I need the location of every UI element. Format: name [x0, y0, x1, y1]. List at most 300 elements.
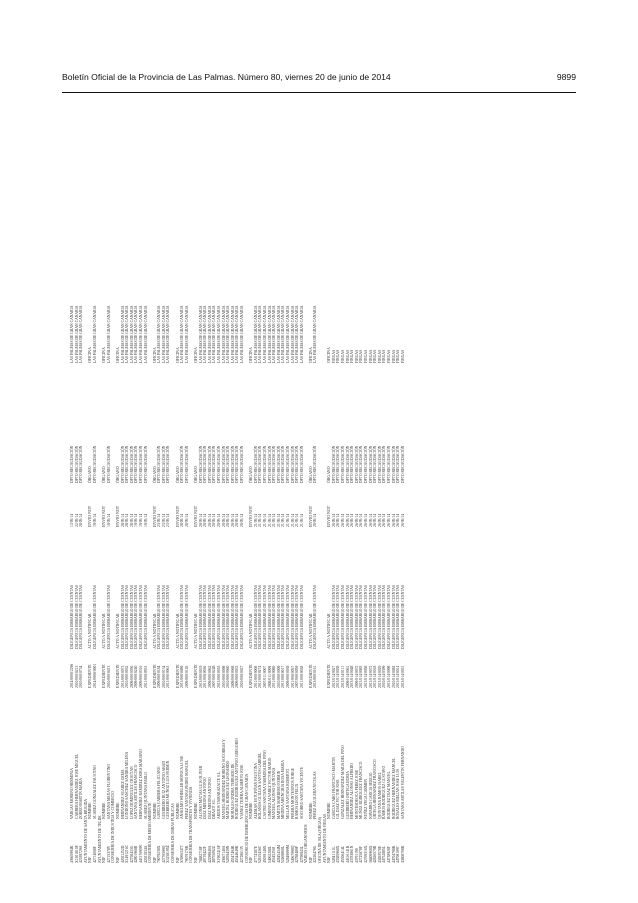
- table-cell: DILIGENCIA EMBARGO DE CUENTAS: [290, 585, 295, 649]
- table-cell: LOPEZ DOMINGUEZ CRISTIAN: [129, 766, 134, 819]
- table-cell: 2010/000/0032: [125, 665, 130, 688]
- table-cell: LAS PALMAS DE GRAN CANARIA: [290, 305, 295, 363]
- table-cell: OFICINA: [308, 347, 313, 363]
- table-cell: LAS PALMAS DE GRAN CANARIA: [281, 305, 286, 363]
- table-cell: NIF: [88, 856, 93, 863]
- table-cell: DILIGENCIA EMBARGO DE CUENTAS: [368, 585, 373, 649]
- table-cell: OFICINA: [152, 347, 157, 363]
- table-cell: 20/05/14: [230, 513, 235, 527]
- table-cell: FIRGAS: [359, 349, 364, 363]
- table-cell: SOCORRO SANTANA VICENTE: [299, 766, 304, 819]
- table-cell: OFICINA: [175, 347, 180, 363]
- table-cell: DPTO RECAUDACIÓN: [198, 445, 203, 483]
- table-cell: 26/05/14: [341, 513, 346, 527]
- table-cell: 2007/000/0059: [295, 665, 300, 688]
- table-cell: DILIGENCIA EMBARGO DE CUENTAS: [143, 585, 148, 649]
- table-cell: DPTO RECAUDACIÓN: [129, 445, 134, 483]
- table-cell: 19/05/14: [143, 513, 148, 527]
- table-cell: EXPEDIENTE: [308, 664, 313, 688]
- table-cell: 2009/000/0240: [134, 665, 139, 688]
- page-header: [62, 72, 576, 86]
- table-cell: CONSEJERIA DE TRANSPORTES Y VIVIENDA: [189, 786, 194, 863]
- table-cell: HERNANDEZ SUAREZ GEMA: [120, 769, 125, 819]
- table-cell: DPTO RECAUDACIÓN: [262, 445, 267, 483]
- table-cell: 42021834A: [143, 845, 148, 863]
- table-cell: NOMBRE: [308, 802, 313, 819]
- table-cell: ACTO A NOTIFICAR: [327, 613, 332, 649]
- table-cell: GONZALEZ HERNANDEZ MARIA DEL PINO: [341, 745, 346, 819]
- table-cell: 38400968X: [368, 845, 373, 863]
- table-cell: 2007/011/0007: [262, 665, 267, 688]
- table-cell: FIRGAS: [354, 349, 359, 363]
- table-cell: DPTO RECAUDACIÓN: [368, 445, 373, 483]
- table-cell: DILIGENCIA EMBARGO DE CUENTAS: [106, 585, 111, 649]
- table-cell: LAS PALMAS DE GRAN CANARIA: [212, 305, 217, 363]
- table-cell: 2013/000/0161: [313, 665, 318, 688]
- table-cell: 42758433G: [129, 845, 134, 863]
- table-cell: 2011/000/0057: [290, 665, 295, 688]
- table-cell: GUERRERO MUÑOZ LUIS FERMIN: [166, 760, 171, 819]
- table-cell: 23/05/14: [157, 513, 162, 527]
- table-cell: 21/05/14: [295, 513, 300, 527]
- table-cell: LAS PALMAS DE GRAN CANARIA: [217, 305, 221, 363]
- column-acto: [70, 527, 405, 649]
- table-cell: OFICINA DE ISLA (FIRGAS): [318, 817, 323, 863]
- table-cell: DILIGENCIA EMBARGO DE CUENTAS: [258, 585, 263, 649]
- table-cell: DILIGENCIA EMBARGO DE CUENTAS: [203, 585, 208, 649]
- table-cell: FIRGAS: [368, 349, 373, 363]
- table-cell: 52815436C: [258, 845, 263, 863]
- table-cell: DILIGENCIA EMBARGO DE CUENTAS: [230, 585, 235, 649]
- table-cell: 42189729A: [79, 845, 84, 863]
- table-cell: FIRGAS: [373, 349, 378, 363]
- table-cell: 42725878F: [359, 846, 364, 863]
- table-cell: LAS PALMAS DE GRAN CANARIA: [221, 305, 226, 363]
- table-cell: NOMBRE: [152, 802, 157, 819]
- table-cell: 79079176K: [184, 845, 189, 863]
- table-cell: 26/05/14: [386, 513, 391, 527]
- table-cell: 26/05/14: [354, 513, 359, 527]
- table-cell: DPTO RECAUDACIÓN: [166, 445, 171, 483]
- table-cell: DPTO RECAUDACIÓN: [272, 445, 277, 483]
- table-cell: 21/05/14: [258, 513, 263, 527]
- table-cell: 28/05/14: [79, 513, 84, 527]
- table-cell: NAVARRO GARCIA SERGIO: [368, 772, 373, 819]
- table-cell: 21/05/14: [276, 513, 281, 527]
- table-cell: NIF: [115, 856, 120, 863]
- table-cell: FIRGAS: [364, 349, 368, 363]
- table-cell: X1902416P: [217, 845, 221, 863]
- table-cell: DILIGENCIA EMBARGO DE CUENTAS: [331, 585, 336, 649]
- table-cell: FIRGAS: [345, 349, 350, 363]
- table-cell: LAS PALMAS DE GRAN CANARIA: [120, 305, 125, 363]
- table-cell: 2011/000/0038: [299, 665, 304, 688]
- table-cell: 2013/014/0098: [386, 665, 391, 688]
- table-cell: DILIGENCIA EMBARGO DE CUENTAS: [396, 585, 401, 649]
- table-cell: DPTO RECAUDACIÓN: [217, 445, 221, 483]
- table-cell: DPTO RECAUDACIÓN: [354, 445, 359, 483]
- table-cell: RODRIGUEZ HERNANDEZ MANUEL: [391, 757, 396, 819]
- table-cell: LONDOÑO SANCHEZ SANDRA MILENA: [125, 751, 130, 819]
- table-cell: 2010/000/0134: [161, 665, 166, 688]
- header-rule: [62, 92, 576, 93]
- table-cell: DPTO RECAUDACIÓN: [373, 445, 378, 483]
- table-cell: ACTO A NOTIFICAR: [102, 613, 107, 649]
- table-cell: MARTEL RODRIGUEZ LEONARDO: [226, 760, 231, 819]
- table-cell: DIAZ MEDINA ANTONIO: [203, 777, 208, 819]
- table-cell: AYUNTAMIENTO DE SANTA BRIGIDA: [83, 798, 88, 863]
- table-cell: 47774387E: [253, 845, 258, 863]
- table-cell: DPTO RECAUDACIÓN: [276, 445, 281, 483]
- table-cell: DILIGENCIA EMBARGO DE CUENTAS: [166, 585, 171, 649]
- table-cell: X3258195Z: [166, 845, 171, 863]
- table-cell: LAS PALMAS DE GRAN CANARIA: [161, 305, 166, 363]
- table-cell: FIRGAS: [336, 349, 341, 363]
- table-cell: ACTO A NOTIFICAR: [249, 613, 254, 649]
- table-cell: 28/05/14: [120, 513, 125, 527]
- table-cell: GARCIA CABRERA FELICIANO: [157, 766, 162, 819]
- table-cell: DPTO RECAUDACIÓN: [377, 445, 382, 483]
- table-cell: 2011/000/0080: [272, 665, 277, 688]
- table-cell: SUAREZ GONZALEZ FAUSTINO: [92, 765, 97, 819]
- table-cell: FIRGAS: [386, 349, 391, 363]
- table-cell: 42714008F: [92, 846, 97, 863]
- table-cell: LAS PALMAS DE GRAN CANARIA: [207, 305, 212, 363]
- table-cell: SANTANA ARTILES VALENTIN FERNANDO: [400, 746, 405, 819]
- table-cell: DPTO RECAUDACIÓN: [70, 445, 74, 483]
- table-cell: ENVIO NOT: [194, 505, 199, 527]
- table-cell: FIRGAS: [391, 349, 396, 363]
- table-cell: DILIGENCIA EMBARGO DE CUENTAS: [138, 585, 143, 649]
- table-cell: 52469868L: [281, 845, 286, 863]
- table-cell: FIRGAS: [331, 349, 336, 363]
- table-cell: 26/05/14: [382, 513, 387, 527]
- table-cell: NOMBRE: [115, 802, 120, 819]
- table-cell: 44704798K: [391, 845, 396, 863]
- table-cell: 45547494K: [230, 845, 235, 863]
- table-cell: LAS PALMAS DE GRAN CANARIA: [235, 305, 240, 363]
- table-cell: DILIGENCIA EMBARGO DE CUENTAS: [184, 585, 189, 649]
- table-cell: DPTO RECAUDACIÓN: [207, 445, 212, 483]
- table-cell: 42021252D: [120, 845, 125, 863]
- table-cell: 28/05/14: [180, 513, 185, 527]
- table-cell: ÓRGANO: [115, 466, 120, 483]
- table-cell: DILIGENCIA EMBARGO DE CUENTAS: [235, 585, 240, 649]
- table-cell: 52841111L: [331, 846, 336, 863]
- table-cell: 20/05/14: [207, 513, 212, 527]
- table-cell: X1301810F: [74, 845, 79, 863]
- table-cell: DILIGENCIA EMBARGO DE CUENTAS: [354, 585, 359, 649]
- table-cell: 42845434M: [276, 844, 281, 863]
- table-cell: 2011/000/0008: [253, 665, 258, 688]
- table-cell: 19/05/14: [138, 513, 143, 527]
- table-cell: 2014/0000/0001: [92, 663, 97, 688]
- table-cell: 79079238X: [157, 845, 162, 863]
- table-cell: DPTO RECAUDACIÓN: [180, 445, 185, 483]
- table-cell: DPTO RECAUDACIÓN: [184, 445, 189, 483]
- table-cell: ENVIO NOT: [152, 505, 157, 527]
- table-cell: 28/05/14: [184, 513, 189, 527]
- table-cell: RAMOS RODRIGUEZ GUSTAVO: [382, 765, 387, 819]
- table-cell: DILIGENCIA EMBARGO DE CUENTAS: [350, 585, 355, 649]
- table-cell: DPTO RECAUDACIÓN: [157, 445, 162, 483]
- table-cell: 45039149X: [262, 845, 267, 863]
- table-cell: VIANEZ TEJERA ALBERTO JOSE: [239, 764, 244, 819]
- table-cell: 26/05/14: [377, 513, 382, 527]
- table-cell: NOMBRE: [194, 802, 199, 819]
- table-cell: EXPEDIENTE: [249, 664, 254, 688]
- table-cell: 26/05/14: [359, 513, 364, 527]
- table-cell: DILIGENCIA EMBARGO DE CUENTAS: [345, 585, 350, 649]
- column-organo: [70, 435, 405, 483]
- table-cell: OFICINA: [249, 347, 254, 363]
- table-cell: 2010/000/0734: [79, 665, 84, 688]
- table-cell: DILIGENCIA EMBARGO DE CUENTAS: [359, 585, 364, 649]
- table-cell: ENVIO NOT: [102, 505, 107, 527]
- table-cell: ROSALES MELIAN JOSE LUIS: [396, 768, 401, 819]
- table-cell: 22/05/14: [74, 513, 79, 527]
- table-cell: LAS PALMAS DE GRAN CANARIA: [226, 305, 231, 363]
- table-cell: DILIGENCIA EMBARGO DE CUENTAS: [382, 585, 387, 649]
- table-cell: DILIGENCIA EMBARGO DE CUENTAS: [207, 585, 212, 649]
- table-cell: DPTO RECAUDACIÓN: [391, 445, 396, 483]
- table-cell: 2009/000/0062: [207, 665, 212, 688]
- table-cell: 42776599Q: [161, 845, 166, 863]
- table-cell: DRAATI S.L.: [212, 798, 217, 819]
- table-cell: ÓRGANO: [152, 466, 157, 483]
- table-cell: 2013/014/0048: [350, 665, 355, 688]
- table-cell: DILIGENCIA EMBARGO DE CUENTAS: [70, 585, 74, 649]
- table-cell: LAS PALMAS DE GRAN CANARIA: [285, 305, 290, 363]
- table-cell: MEDINA ARENCIBIA ROSA MARIA: [281, 760, 286, 819]
- table-cell: 2009/000/0316: [138, 665, 143, 688]
- table-cell: DPTO RECAUDACIÓN: [400, 445, 405, 483]
- page-number: 9899: [556, 72, 576, 82]
- table-cell: 20/05/14: [313, 513, 318, 527]
- table-cell: DILIGENCIA EMBARGO DE CUENTAS: [125, 585, 130, 649]
- table-cell: 26/05/14: [391, 513, 396, 527]
- table-cell: SANTANA MEJIAS FLORENTINO: [106, 763, 111, 819]
- table-cell: DPTO RECAUDACIÓN: [138, 445, 143, 483]
- table-cell: DPTO RECAUDACIÓN: [290, 445, 295, 483]
- table-cell: 45345250J: [272, 846, 277, 863]
- table-cell: 2009/000/0184: [157, 665, 162, 688]
- table-cell: ÓRGANO: [102, 466, 107, 483]
- table-cell: 2009/000/0145: [184, 665, 189, 688]
- table-cell: DILIGENCIA EMBARGO DE CUENTAS: [313, 585, 318, 649]
- table-cell: 28/05/14: [129, 513, 134, 527]
- table-cell: X1491216C: [125, 844, 130, 863]
- table-cell: LAS PALMAS DE GRAN CANARIA: [267, 305, 272, 363]
- table-cell: 52849099M: [285, 844, 290, 863]
- column-envio: [70, 483, 405, 527]
- table-cell: 2007/000/0248: [212, 665, 217, 688]
- table-cell: 2010/000/0098: [221, 665, 226, 688]
- table-cell: 44738928F: [386, 846, 391, 863]
- table-cell: 54002288L: [267, 845, 272, 863]
- table-cell: 2013/014/0111: [341, 665, 346, 688]
- table-cell: DPTO RECAUDACIÓN: [253, 445, 258, 483]
- table-cell: SUAREZ QUINTANA PABLO: [143, 772, 148, 819]
- table-cell: 44752885L: [382, 845, 387, 863]
- table-cell: DILIGENCIA EMBARGO DE CUENTAS: [285, 585, 290, 649]
- table-cell: 20/05/14: [239, 513, 244, 527]
- table-cell: DILIGENCIA EMBARGO DE CUENTAS: [400, 585, 405, 649]
- table-cell: LAS PALMAS DE GRAN CANARIA: [138, 305, 143, 363]
- table-cell: NIF: [102, 856, 107, 863]
- table-cell: 42788489P: [295, 846, 300, 863]
- table-cell: FIRGAS: [382, 349, 387, 363]
- table-cell: DILIGENCIA EMBARGO DE CUENTAS: [336, 585, 341, 649]
- table-cell: DPTO RECAUDACIÓN: [79, 445, 84, 483]
- table-cell: DPTO RECAUDACIÓN: [331, 445, 336, 483]
- table-cell: LAS PALMAS DE GRAN CANARIA: [157, 305, 162, 363]
- table-cell: 21/05/14: [281, 513, 286, 527]
- table-cell: ÓRGANO: [308, 466, 313, 483]
- table-cell: 2013/000/0019: [198, 665, 203, 688]
- table-cell: 43385968X: [336, 845, 341, 863]
- table-cell: LAS PALMAS DE GRAN CANARIA: [70, 305, 74, 363]
- table-cell: DILIGENCIA EMBARGO DE CUENTAS: [377, 585, 382, 649]
- table-cell: LAS PALMAS DE GRAN CANARIA: [74, 305, 79, 363]
- table-cell: DPTO RECAUDACIÓN: [235, 445, 240, 483]
- table-cell: DPTO RECAUDACIÓN: [359, 445, 364, 483]
- table-cell: 26/05/14: [368, 513, 373, 527]
- table-cell: 2010/000/0027: [239, 665, 244, 688]
- table-cell: 26/05/14: [396, 513, 401, 527]
- table-cell: 19/05/14: [92, 513, 97, 527]
- table-cell: 21/05/14: [285, 513, 290, 527]
- table-cell: EXPEDIENTE: [194, 664, 199, 688]
- table-cell: ENVIO NOT: [249, 505, 254, 527]
- table-cell: LAS PALMAS DE GRAN CANARIA: [79, 305, 84, 363]
- table-cell: LAS PALMAS DE GRAN CANARIA: [143, 305, 148, 363]
- table-cell: 26/05/14: [345, 513, 350, 527]
- table-cell: LAS PALMAS DE GRAN CANARIA: [166, 305, 171, 363]
- table-cell: FIRGAS: [350, 349, 355, 363]
- table-cell: EXPEDIENTE: [327, 664, 332, 688]
- table-cell: 23/05/14: [161, 513, 166, 527]
- table-cell: LAS PALMAS DE GRAN CANARIA: [276, 305, 281, 363]
- table-cell: DILIGENCIA EMBARGO DE CUENTAS: [79, 585, 84, 649]
- table-cell: CONSEJERIA DE MEDIO AMBIENTE: [148, 802, 153, 863]
- table-cell: 2013/014/0083: [359, 665, 364, 688]
- table-cell: QUINTANA RAMOS ISABEL: [377, 772, 382, 819]
- table-cell: DILIGENCIA EMBARGO DE CUENTAS: [212, 585, 217, 649]
- table-cell: 20/05/14: [226, 513, 231, 527]
- table-cell: NIF: [152, 856, 157, 863]
- table-cell: DPTO RECAUDACIÓN: [281, 445, 286, 483]
- table-cell: FIRGAS: [396, 349, 401, 363]
- table-cell: 20/05/14: [212, 513, 217, 527]
- table-cell: DILIGENCIA EMBARGO DE CUENTAS: [120, 585, 125, 649]
- table-cell: 2010/000/0213: [74, 665, 79, 688]
- table-cell: ÓRGANO: [194, 466, 199, 483]
- table-cell: DPTO RECAUDACIÓN: [364, 445, 368, 483]
- table-cell: DPTO RECAUDACIÓN: [345, 445, 350, 483]
- table-cell: NIF: [327, 856, 332, 863]
- table-cell: 21/05/14: [253, 513, 258, 527]
- table-cell: DPTO RECAUDACIÓN: [134, 445, 139, 483]
- table-cell: 26/05/14: [373, 513, 378, 527]
- table-cell: DILIGENCIA EMBARGO DE CUENTAS: [272, 585, 277, 649]
- table-cell: 42226479G: [313, 845, 318, 863]
- table-cell: DILIGENCIA EMBARGO DE CUENTAS: [180, 585, 185, 649]
- table-cell: 2011/000/0036: [203, 665, 208, 688]
- table-cell: 43493578E: [377, 845, 382, 863]
- table-cell: PERERA MONTESINOS JORGE: [290, 767, 295, 819]
- table-cell: DILIGENCIA EMBARGO DE CUENTAS: [267, 585, 272, 649]
- table-cell: 2009/000/0038: [285, 665, 290, 688]
- table-cell: DPTO RECAUDACIÓN: [226, 445, 231, 483]
- table-cell: 2011/000/0017: [281, 665, 286, 688]
- table-cell: DPTO RECAUDACIÓN: [396, 445, 401, 483]
- table-cell: DPTO RECAUDACIÓN: [106, 445, 111, 483]
- table-cell: 23/05/14: [166, 513, 171, 527]
- table-cell: ÓRGANO: [175, 466, 180, 483]
- table-cell: 2013/014/0018: [373, 665, 378, 688]
- table-cell: DILIGENCIA EMBARGO DE CUENTAS: [276, 585, 281, 649]
- table-cell: 21/05/14: [267, 513, 272, 527]
- table-cell: LAS PALMAS DE GRAN CANARIA: [129, 305, 134, 363]
- table-cell: NOMBRE: [327, 802, 332, 819]
- table-cell: 20/05/14: [221, 513, 226, 527]
- table-cell: 20/05/14: [217, 513, 221, 527]
- table-cell: DILIGENCIA EMBARGO DE CUENTAS: [74, 585, 79, 649]
- table-cell: MARTIN MARRERO FERMIN: [276, 770, 281, 819]
- table-cell: DILIGENCIA EMBARGO DE CUENTAS: [239, 585, 244, 649]
- table-cell: 21/05/14: [299, 513, 304, 527]
- table-cell: 2009/014/0072: [354, 665, 359, 688]
- table-cell: PEREZ AGUILERA NICOLAS: [313, 771, 318, 819]
- table-cell: LAS PALMAS DE GRAN CANARIA: [198, 305, 203, 363]
- table-cell: OFICINA: [115, 347, 120, 363]
- table-cell: DPTO RECAUDACIÓN: [299, 445, 304, 483]
- table-cell: RODRIGUEZ DIAZ MANUEL: [386, 771, 391, 819]
- table-cell: DILIGENCIA EMBARGO DE CUENTAS: [341, 585, 346, 649]
- table-cell: OFICINA: [327, 347, 332, 363]
- table-cell: ACTO A NOTIFICAR: [88, 613, 93, 649]
- table-cell: FIRGAS: [400, 349, 405, 363]
- table-cell: NIF: [194, 856, 199, 863]
- table-cell: 2011/000/0553: [143, 665, 148, 688]
- table-cell: ÓRGANO: [249, 466, 254, 483]
- table-cell: DILIGENCIA EMBARGO DE CUENTAS: [295, 585, 300, 649]
- table-cell: LAS PALMAS DE GRAN CANARIA: [230, 305, 235, 363]
- table-cell: LAS PALMAS DE GRAN CANARIA: [239, 305, 244, 363]
- table-cell: DPTO RECAUDACIÓN: [258, 445, 263, 483]
- table-cell: 26/05/14: [350, 513, 355, 527]
- table-cell: 42801968R: [134, 845, 139, 863]
- table-cell: DILIGENCIA EMBARGO DE CUENTAS: [262, 585, 267, 649]
- table-cell: 2013/000/0089: [180, 665, 185, 688]
- table-cell: MANUEL ALONSO QUINTANA: [272, 767, 277, 819]
- table-cell: ACTO A NOTIFICAR: [175, 613, 180, 649]
- table-cell: 2013/014/0072: [368, 665, 373, 688]
- table-cell: 42826579R: [373, 845, 378, 863]
- table-cell: EXPEDIENTE: [175, 664, 180, 688]
- table-cell: DPTO RECAUDACIÓN: [382, 445, 387, 483]
- table-cell: CONSEJERIA DE OBRAS PUBLICAS: [171, 803, 176, 863]
- table-cell: ENVIO NOT: [327, 505, 332, 527]
- table-cell: 26/05/14: [364, 513, 368, 527]
- table-cell: OFICINA: [88, 347, 93, 363]
- table-cell: X3906347T: [180, 845, 185, 863]
- table-cell: DILIGENCIA EMBARGO DE CUENTAS: [253, 585, 258, 649]
- table-cell: 19/05/14: [106, 513, 111, 527]
- table-cell: 44317690W: [138, 844, 143, 863]
- table-cell: ORTEGA HERNANDEZ FRANCISCO: [373, 759, 378, 819]
